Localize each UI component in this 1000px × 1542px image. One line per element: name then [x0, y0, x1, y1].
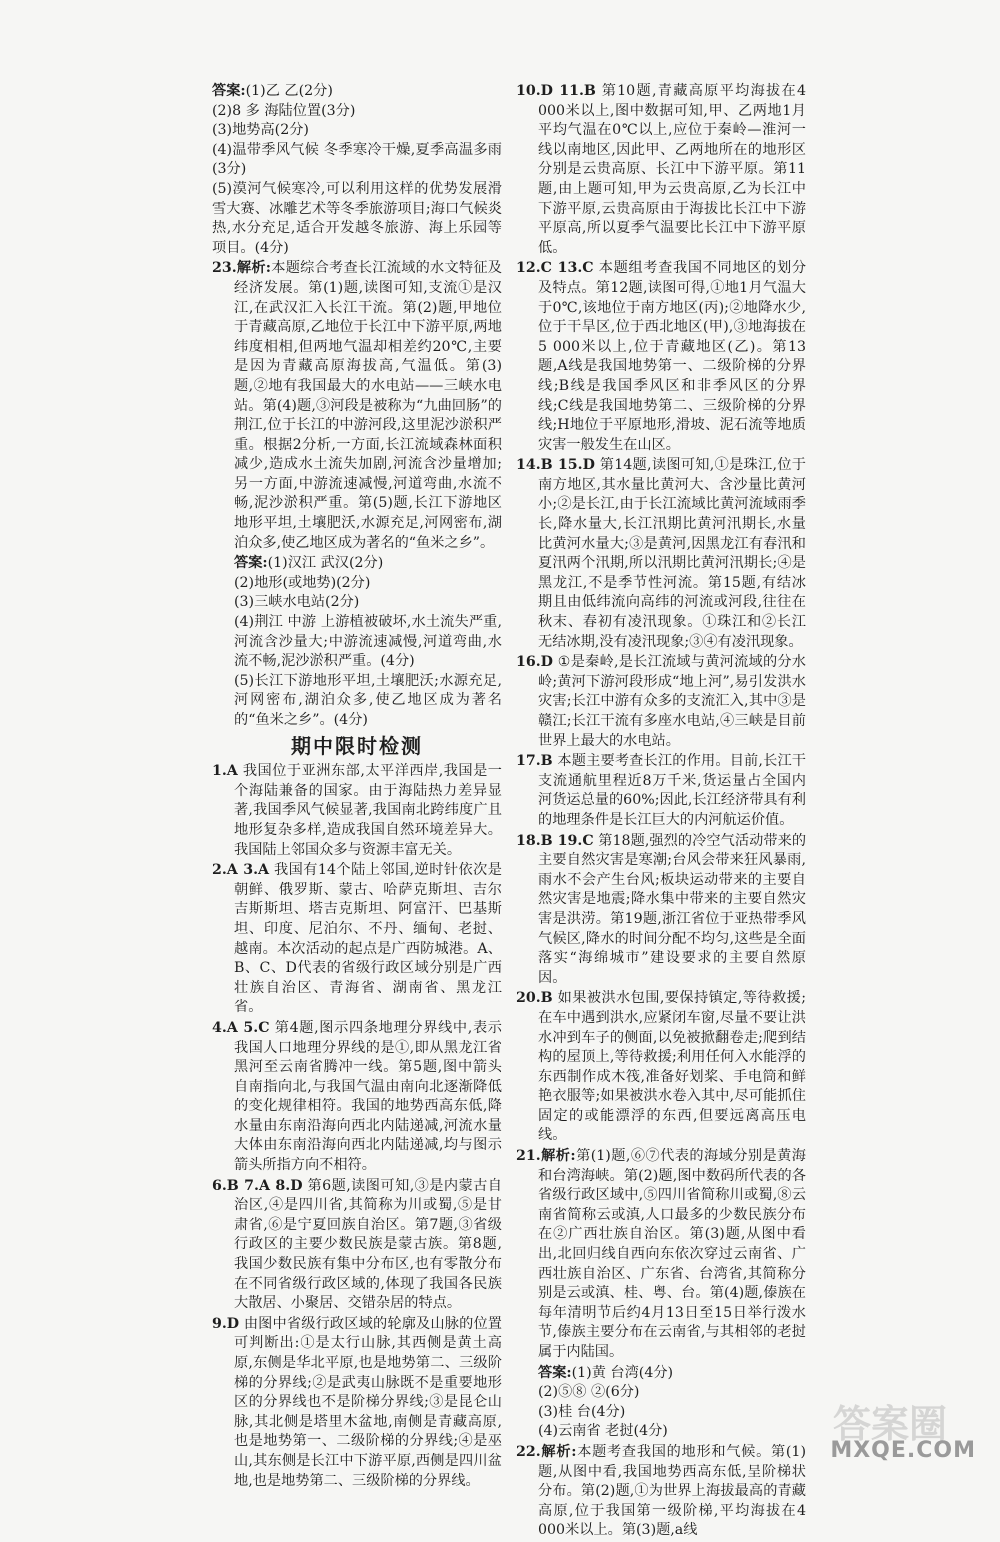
answer-q21 [516, 1364, 806, 1442]
question-text: 第(1)题,⑥⑦代表的海域分别是黄海和台湾海峡。第(2)题,图中数码所代表的各省级行政区域中,⑤四川省简称川或蜀,⑧云南省简称云或滇,人口最多的少数民族分布在②广西壮族自治区。第(3)题,从图中看出,北回归线自西向东依次穿过云南省、广西壮族自治区、广东省、台湾省,其简称分别是云或滇、桂、粤、台。第(4)题,傣族在每年清明节后约4月13日至15日举行泼水节,傣族主要分布在云南省,与其相邻的老挝属于内陆国。 [538, 1148, 806, 1360]
question-item [516, 1147, 806, 1363]
analysis-text: 本题综合考查长江流域的水文特征及经济发展。第(1)题,读图可知,支流①是汉江,在武汉汇入长江干流。第(2)题,甲地位于青藏高原,乙地位于长江中下游平原,两地纬度相相,但两地气温却相差约20℃,主要是因为青藏高原海拔高,气温低。第(3)题,②地有我国最大的水电站——三峡水电站。第(4)题,③河段是被称为“九曲回肠”的荆江,位于长江的中游河段,这里泥沙淤积严重。根据2分析,一方面,长江流域森林面积减少,造成水土流失加剧,河流含沙量增加;另一方面,中游流速减慢,河道弯曲,水流不畅,泥沙淤积严重。第(5)题,长江下游地区地形平坦,土壤肥沃,水源充足,河网密布,湖泊众多,使乙地区成为著名的“鱼米之乡”。 [234, 260, 502, 551]
question-text: 我国有14个陆上邻国,逆时针依次是朝鲜、俄罗斯、蒙古、哈萨克斯坦、吉尔吉斯斯坦、塔吉克斯坦、阿富汗、巴基斯坦、印度、尼泊尔、不丹、缅甸、老挝、越南。本次活动的起点是广西防城港。A、B、C、D代表的省级行政区域分别是广西壮族自治区、青海省、湖南省、黑龙江省。 [234, 862, 502, 1016]
answer-line: (2)⑤⑧ ②(6分) [538, 1384, 640, 1401]
question-item [212, 1019, 502, 1176]
answer-label: 答案: [538, 1364, 572, 1381]
question-item [516, 989, 806, 1146]
left-column [212, 82, 502, 1492]
question-text: 我国位于亚洲东部,太平洋西岸,我国是一个海陆兼备的国家。由于海陆热力差异显著,我国季风气候显著,我国南北跨纬度广且地形复杂多样,造成我国自然环境差异大。我国陆上邻国众多与资源丰富无关。 [234, 763, 502, 858]
question-number: 23. [212, 260, 237, 277]
right-column [516, 82, 806, 1542]
question-item [516, 456, 806, 652]
question-text: ①是秦岭,是长江流域与黄河流域的分水岭;黄河下游河段形成“地上河”,易引发洪水灾害;长江中游有众多的支流汇入,其中③是赣江;长江干流有多座水电站,④三峡是目前世界上最大的水电站。 [538, 654, 806, 749]
answer-line: (4)荆江 中游 上游植被破坏,水土流失严重,河流含沙量大;中游流速减慢,河道弯曲,水流不畅,泥沙淤积严重。(4分) [234, 614, 502, 670]
analysis-label: 解析: [540, 1443, 577, 1460]
question-item [212, 762, 502, 860]
answer-line: (3)三峡水电站(2分) [234, 594, 360, 611]
question-number: 20.B [516, 990, 553, 1007]
question-22-analysis [516, 1443, 806, 1541]
question-item [516, 82, 806, 258]
question-number: 4.A 5.C [212, 1019, 270, 1036]
question-number: 22. [516, 1443, 541, 1460]
answer-q22 [212, 82, 502, 258]
question-item [212, 1315, 502, 1491]
question-item [516, 653, 806, 751]
answer-line: (2)8 多 海陆位置(3分) [212, 102, 356, 119]
answer-line: (4)云南省 老挝(4分) [538, 1423, 668, 1440]
answer-line: (3)桂 台(4分) [538, 1403, 626, 1420]
question-text: 第14题,读图可知,①是珠江,位于南方地区,其水量比黄河大、含沙量比黄河小;②是长江,由于长江流域比黄河流域雨季长,降水量大,长江汛期比黄河汛期长,水量比黄河水量大;③是黄河,因黑龙江有春汛和夏汛两个汛期,所以汛期比黄河汛期长;④是黑龙江,不是季节性河流。第15题,有结冰期且由低纬流向高纬的河流或河段,往往在秋末、春初有凌汛现象。①珠江和②长江无结冰期,没有凌汛现象;③④有凌汛现象。 [538, 457, 806, 650]
answer-q23 [212, 554, 502, 730]
question-item [516, 752, 806, 830]
section-title: 期中限时检测 [291, 733, 423, 758]
question-23-analysis [212, 259, 502, 553]
question-text: 第6题,读图可知,③是内蒙古自治区,④是四川省,其简称为川或蜀,⑤是甘肃省,⑥是宁夏回族自治区。第7题,③省级行政区的主要少数民族是蒙古族。第8题,我国少数民族有集中分布区,也有零散分布在不同省级行政区域的,体现了我国各民族大散居、小聚居、交错杂居的特点。 [234, 1177, 502, 1312]
answer-label: 答案: [212, 83, 246, 99]
answer-line: (3)地势高(2分) [212, 122, 309, 139]
question-number: 18.B 19.C [516, 832, 594, 849]
question-number: 14.B 15.D [516, 457, 595, 474]
analysis-label: 解析: [236, 260, 272, 277]
question-number: 12.C 13.C [516, 260, 594, 277]
analysis-label: 解析: [540, 1148, 576, 1165]
question-item [212, 861, 502, 1018]
watermark-logo-text: 答案圈 [832, 1402, 948, 1446]
answer-line: (1)黄 台湾(4分) [571, 1364, 674, 1381]
question-text: 第4题,图示四条地理分界线中,表示我国人口地理分界线的是①,即从黑龙江省黑河至云南省腾冲一线。第5题,图中箭头自南指向北,与我国气温由南向北逐渐降低的变化规律相符。我国的地势西高东低,降水量由东南沿海向西北内陆递减,河流水量大体由东南沿海向西北内陆递减,均与图示箭头所指方向不相符。 [234, 1019, 502, 1174]
question-number: 6.B 7.A 8.D [212, 1177, 303, 1194]
watermark-url: MXQE.COM [830, 1438, 976, 1463]
answer-line: (5)漠河气候寒冷,可以利用这样的优势发展滑雪大赛、冰雕艺术等冬季旅游项目;海口气候炎热,水分充足,适合开发越冬旅游、海上乐园等项目。(4分) [212, 180, 502, 256]
question-number: 10.D 11.B [516, 83, 596, 99]
answer-line: (1)乙 乙(2分) [245, 83, 333, 99]
question-text: 第10题,青藏高原平均海拔在4 000米以上,图中数据可知,甲、乙两地1月平均气温在0℃以上,应位于秦岭—淮河一线以南地区,因此甲、乙两地所在的地形区分别是云贵高原、长江中下游平原。第11题,由上题可知,甲为云贵高原,乙为长江中下游平原,云贵高原由于海拔比长江中下游平原高,所以夏季气温要比长江中下游平原低。 [538, 83, 806, 256]
answer-line: (2)地形(或地势)(2分) [234, 574, 371, 591]
question-number: 21. [516, 1148, 541, 1165]
answer-line: (1)汉江 武汉(2分) [267, 555, 384, 572]
question-number: 17.B [516, 753, 553, 770]
question-number: 1.A [212, 763, 238, 780]
question-text: 如果被洪水包围,要保持镇定,等待救援;在车中遇到洪水,应紧闭车窗,尽量不要让洪水冲到车子的侧面,以免被掀翻卷走;爬到结构的屋顶上,等待救援;利用任何入水能浮的东西制作成木筏,准备好划桨、手电筒和鲜艳衣服等;如果被洪水卷入其中,尽可能抓住固定的或能漂浮的东西,但要远离高压电线。 [538, 990, 806, 1144]
answer-label: 答案: [234, 555, 268, 572]
question-text: 由图中省级行政区域的轮廓及山脉的位置可判断出:①是太行山脉,其西侧是黄土高原,东侧是华北平原,也是地势第二、三级阶梯的分界线;②是武夷山脉既不是重要地形区的分界线也不是阶梯分界线;③是昆仑山脉,其北侧是塔里木盆地,南侧是青藏高原,也是地势第一、二级阶梯的分界线;④是巫山,其东侧是长江中下游平原,西侧是四川盆地,也是地势第二、三级阶梯的分界线。 [234, 1315, 502, 1489]
question-text: 本题组考查我国不同地区的划分及特点。第12题,读图可得,①地1月气温大于0℃,该地位于南方地区(丙);②地降水少,位于干旱区,位于西北地区(甲),③地海拔在5 000米以上,位于青藏地区(乙)。第13题,A线是我国地势第一、二级阶梯的分界线;B线是我国季风区和非季风区的分界线;C线是我国地势第二、三级阶梯的分界线;H地位于平原地形,滑坡、泥石流等地质灾害一般发生在山区。 [538, 260, 807, 453]
question-text: 第18题,强烈的冷空气活动带来的主要自然灾害是寒潮;台风会带来狂风暴雨,雨水不会产生台风;板块运动带来的主要自然灾害是地震;降水集中带来的主要自然灾害是洪涝。第19题,浙江省位于亚热带季风气候区,降水的时间分配不均匀,这些是全面落实“海绵城市”建设要求的主要自然原因。 [538, 832, 807, 986]
question-text: 本题主要考查长江的作用。目前,长江干支流通航里程近8万千米,货运量占全国内河货运总量的60%;因此,长江经济带具有利的地理条件是长江巨大的内河航运价值。 [538, 753, 806, 828]
answer-line: (4)温带季风气候 冬季寒冷干燥,夏季高温多雨(3分) [212, 141, 502, 178]
answer-line: (5)长江下游地形平坦,土壤肥沃;水源充足,河网密布,湖泊众多,使乙地区成为著名的“鱼米之乡”。(4分) [234, 672, 502, 728]
question-number: 16.D [516, 654, 553, 671]
question-item [516, 832, 806, 989]
analysis-text: 本题考查我国的地形和气候。第(1)题,从图中看,我国地势西高东低,呈阶梯状分布。第(2)题,①为世界上海拔最高的青藏高原,位于我国第一级阶梯,平均海拔在4 000米以上。第(3)题,a线 [538, 1443, 806, 1539]
question-number: 2.A 3.A [212, 862, 270, 879]
question-item [516, 259, 806, 455]
question-item [212, 1177, 502, 1314]
question-number: 9.D [212, 1315, 240, 1332]
